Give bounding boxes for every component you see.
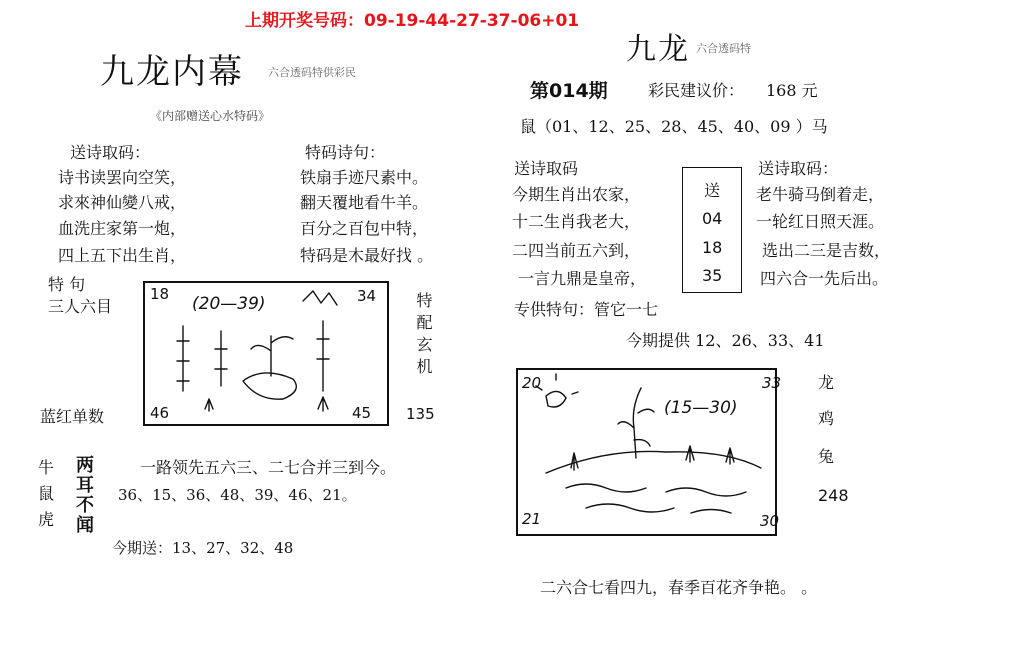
right-side-char: 兔 — [818, 447, 835, 466]
special-phrase: 三人六目 — [48, 297, 113, 316]
zodiac-char: 虎 — [38, 510, 55, 529]
left-poem1-heading: 送诗取码： — [70, 143, 151, 162]
left-line1: 一路领先五六三、二七合并三到今。 — [140, 458, 397, 477]
blue-red-label: 蓝红单数 — [40, 407, 105, 426]
provide-line: 今期提供 12、26、33、41 — [626, 331, 825, 350]
right-poem2-line: 一轮红日照天涯。 — [756, 212, 885, 231]
box-corner-number: 46 — [150, 404, 170, 422]
blue-red-number: 135 — [406, 405, 435, 423]
left-line3: 今期送：13、27、32、48 — [112, 539, 294, 557]
right-poem1-heading: 送诗取码 — [514, 159, 579, 178]
left-poem1-line: 血洗庄家第一炮， — [58, 219, 187, 238]
right-poem1-line: 十二生肖我老大， — [512, 212, 641, 231]
mid-box-item: 04 — [702, 209, 723, 228]
left-title: 九龙内幕 — [100, 52, 244, 92]
left-sketch-drawing — [143, 281, 385, 422]
right-poem2-line: 选出二三是吉数， — [762, 241, 891, 260]
left-side-vertical: 特配玄机 — [414, 292, 433, 380]
right-side-char: 鸡 — [818, 409, 835, 428]
right-special-line: 专供特句：管它一七 — [514, 300, 659, 319]
left-poem2-line: 铁扇手迹尺素中。 — [300, 168, 429, 187]
box-corner-number: 18 — [150, 285, 170, 303]
right-poem1-line: 二四当前五六到， — [512, 241, 641, 260]
right-poem1-line: 今期生肖出农家， — [512, 185, 641, 204]
box-corner-number: 34 — [357, 287, 377, 305]
mid-box-item: 送 — [704, 181, 721, 200]
right-poem2-heading: 送诗取码： — [758, 159, 839, 178]
box-corner-number: 30 — [760, 512, 780, 530]
shu-line: 鼠（01、12、25、28、45、40、09 ）马 — [520, 117, 828, 136]
left-poem1-line: 四上五下出生肖， — [58, 246, 187, 265]
right-title-sub: 六合透码特 — [696, 42, 751, 55]
right-sketch-drawing — [516, 368, 773, 532]
right-side-number: 248 — [818, 486, 849, 505]
left-poem2-line: 百分之百包中特， — [300, 219, 429, 238]
mid-box-item: 18 — [702, 238, 723, 257]
box-corner-number: 20 — [522, 374, 542, 392]
right-poem1-line: 一言九鼎是皇帝， — [518, 269, 647, 288]
zodiac-char: 鼠 — [38, 484, 55, 503]
left-poem1-line: 诗书读罢向空笑， — [58, 168, 187, 187]
issue-number: 第014期 — [530, 80, 608, 102]
left-poem2-line: 特码是木最好找 。 — [300, 246, 434, 265]
right-box-range: (15—30) — [664, 398, 738, 418]
price-value: 168 元 — [766, 81, 818, 100]
big-vertical-phrase: 两耳不闻 — [73, 455, 94, 535]
box-corner-number: 45 — [352, 404, 372, 422]
mid-box-item: 35 — [702, 266, 723, 285]
left-poem2-heading: 特码诗句： — [305, 143, 386, 162]
right-poem2-line: 老牛骑马倒着走， — [756, 185, 885, 204]
left-line2: 36、15、36、48、39、46、21。 — [118, 486, 357, 504]
left-poem2-line: 翻天覆地看牛羊。 — [300, 193, 429, 212]
box-corner-number: 21 — [522, 510, 542, 528]
left-title-sub: 六合透码特供彩民 — [268, 66, 356, 79]
left-poem1-line: 求來神仙變八戒， — [58, 193, 187, 212]
last-draw-numbers: 上期开奖号码：09-19-44-27-37-06+01 — [245, 11, 580, 31]
zodiac-char: 牛 — [38, 458, 55, 477]
left-subtitle: 《内部赠送心水特码》 — [150, 109, 271, 123]
left-box-range: (20—39) — [192, 294, 266, 314]
right-bottom-line: 二六合七看四九，春季百花齐争艳。 。 — [540, 578, 818, 597]
right-title: 九龙 — [626, 32, 690, 67]
box-corner-number: 33 — [762, 374, 782, 392]
special-label: 特 句 — [48, 275, 86, 294]
price-label: 彩民建议价： — [648, 81, 745, 100]
right-side-char: 龙 — [818, 373, 835, 392]
right-poem2-line: 四六合一先后出。 — [760, 269, 889, 288]
